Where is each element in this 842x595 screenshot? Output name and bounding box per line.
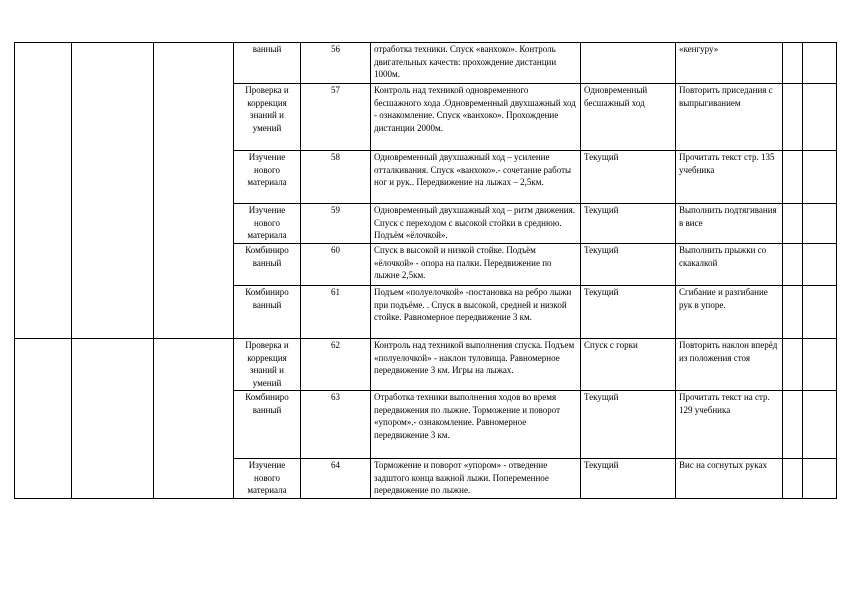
lesson-content-cell: Спуск в высокой и низкой стойке. Подъём «ёлочкой» - опора на палки. Передвижение по лыжне 2,5км. [371, 244, 581, 286]
lesson-type-cell: Комбиниро ванный [234, 244, 301, 286]
lesson-type-cell: Комбиниро ванный [234, 391, 301, 459]
lesson-type-cell: ванный [234, 43, 301, 84]
blank-cell [15, 43, 72, 339]
lesson-number-cell: 59 [301, 204, 371, 244]
control-type-cell: Текущий [581, 151, 676, 204]
table-row [15, 43, 837, 84]
lesson-number-cell: 57 [301, 84, 371, 151]
lesson-type-cell: Изучение нового материала [234, 151, 301, 204]
blank-cell [803, 391, 837, 459]
blank-cell [783, 391, 803, 459]
blank-cell [803, 84, 837, 151]
lesson-type-cell: Изучение нового материала [234, 204, 301, 244]
blank-cell [783, 459, 803, 499]
lesson-content-cell: Одновременный двухшажный ход – усиление отталкивания. Спуск «ванхоко».- сочетание работы ног и рук.. Передвижение на лыжах – 2,5км. [371, 151, 581, 204]
blank-cell [72, 339, 154, 499]
lesson-content-cell: Одновременный двухшажный ход – ритм движения. Спуск с переходом с высокой стойки в среднюю. Подъём «ёлочкой». [371, 204, 581, 244]
control-type-cell: Спуск с горки [581, 339, 676, 391]
blank-cell [783, 151, 803, 204]
homework-cell: Вис на согнутых руках [676, 459, 783, 499]
blank-cell [803, 286, 837, 339]
lesson-number-cell: 61 [301, 286, 371, 339]
homework-cell: Прочитать текст на стр. 129 учебника [676, 391, 783, 459]
lesson-content-cell: Подъем «полуелочкой» -постановка на ребро лыжи при подъёме. . Спуск в высокой, средней и низкой стойке. Равномерное передвижение 3 км. [371, 286, 581, 339]
homework-cell: Повторить приседания с выпрыгиванием [676, 84, 783, 151]
lesson-plan-table [14, 42, 837, 499]
control-type-cell: Текущий [581, 244, 676, 286]
lesson-content-cell: Отработка техники выполнения ходов во время передвижения по лыжне. Торможение и поворот «упором».- ознакомление. Равномерное передвижение 3 км. [371, 391, 581, 459]
control-type-cell: Одновременный бесшажный ход [581, 84, 676, 151]
table-row [15, 339, 837, 391]
control-type-cell: Текущий [581, 286, 676, 339]
lesson-number-cell: 62 [301, 339, 371, 391]
blank-cell [803, 43, 837, 84]
lesson-content-cell: Контроль над техникой одновременного бесшажного хода .Одновременный двухшажный ход - ознакомление. Спуск «ванхоко». Прохождение дистанции 2000м. [371, 84, 581, 151]
blank-cell [72, 43, 154, 339]
lesson-number-cell: 58 [301, 151, 371, 204]
control-type-cell: Текущий [581, 459, 676, 499]
blank-cell [783, 286, 803, 339]
blank-cell [803, 244, 837, 286]
homework-cell: Прочитать текст стр. 135 учебника [676, 151, 783, 204]
lesson-number-cell: 56 [301, 43, 371, 84]
control-type-cell [581, 43, 676, 84]
blank-cell [803, 151, 837, 204]
blank-cell [803, 339, 837, 391]
control-type-cell: Текущий [581, 391, 676, 459]
lesson-type-cell: Проверка и коррекция знаний и умений [234, 339, 301, 391]
blank-cell [154, 339, 234, 499]
lesson-number-cell: 64 [301, 459, 371, 499]
lesson-content-cell: отработка техники. Спуск «ванхоко». Контроль двигательных качеств: прохождение дистанции 1000м. [371, 43, 581, 84]
blank-cell [783, 244, 803, 286]
lesson-type-cell: Изучение нового материала [234, 459, 301, 499]
homework-cell: «кенгуру» [676, 43, 783, 84]
blank-cell [783, 339, 803, 391]
lesson-type-cell: Комбиниро ванный [234, 286, 301, 339]
blank-cell [783, 43, 803, 84]
lesson-number-cell: 60 [301, 244, 371, 286]
homework-cell: Выполнить подтягивания в висе [676, 204, 783, 244]
blank-cell [783, 84, 803, 151]
blank-cell [803, 459, 837, 499]
blank-cell [154, 43, 234, 339]
blank-cell [15, 339, 72, 499]
control-type-cell: Текущий [581, 204, 676, 244]
homework-cell: Сгибание и разгибание рук в упоре. [676, 286, 783, 339]
lesson-content-cell: Торможение и поворот «упором» - отведение задштого конца важной лыжи. Попеременное передвижение по лыжне. [371, 459, 581, 499]
blank-cell [803, 204, 837, 244]
lesson-type-cell: Проверка и коррекция знаний и умений [234, 84, 301, 151]
homework-cell: Выполнить прыжки со скакалкой [676, 244, 783, 286]
lesson-number-cell: 63 [301, 391, 371, 459]
blank-cell [783, 204, 803, 244]
lesson-content-cell: Контроль над техникой выполнения спуска. Подъем «полуелочкой» - наклон туловища. Равномерное передвижение 3 км. Игры на лыжах. [371, 339, 581, 391]
homework-cell: Повторить наклон вперёд из положения стоя [676, 339, 783, 391]
